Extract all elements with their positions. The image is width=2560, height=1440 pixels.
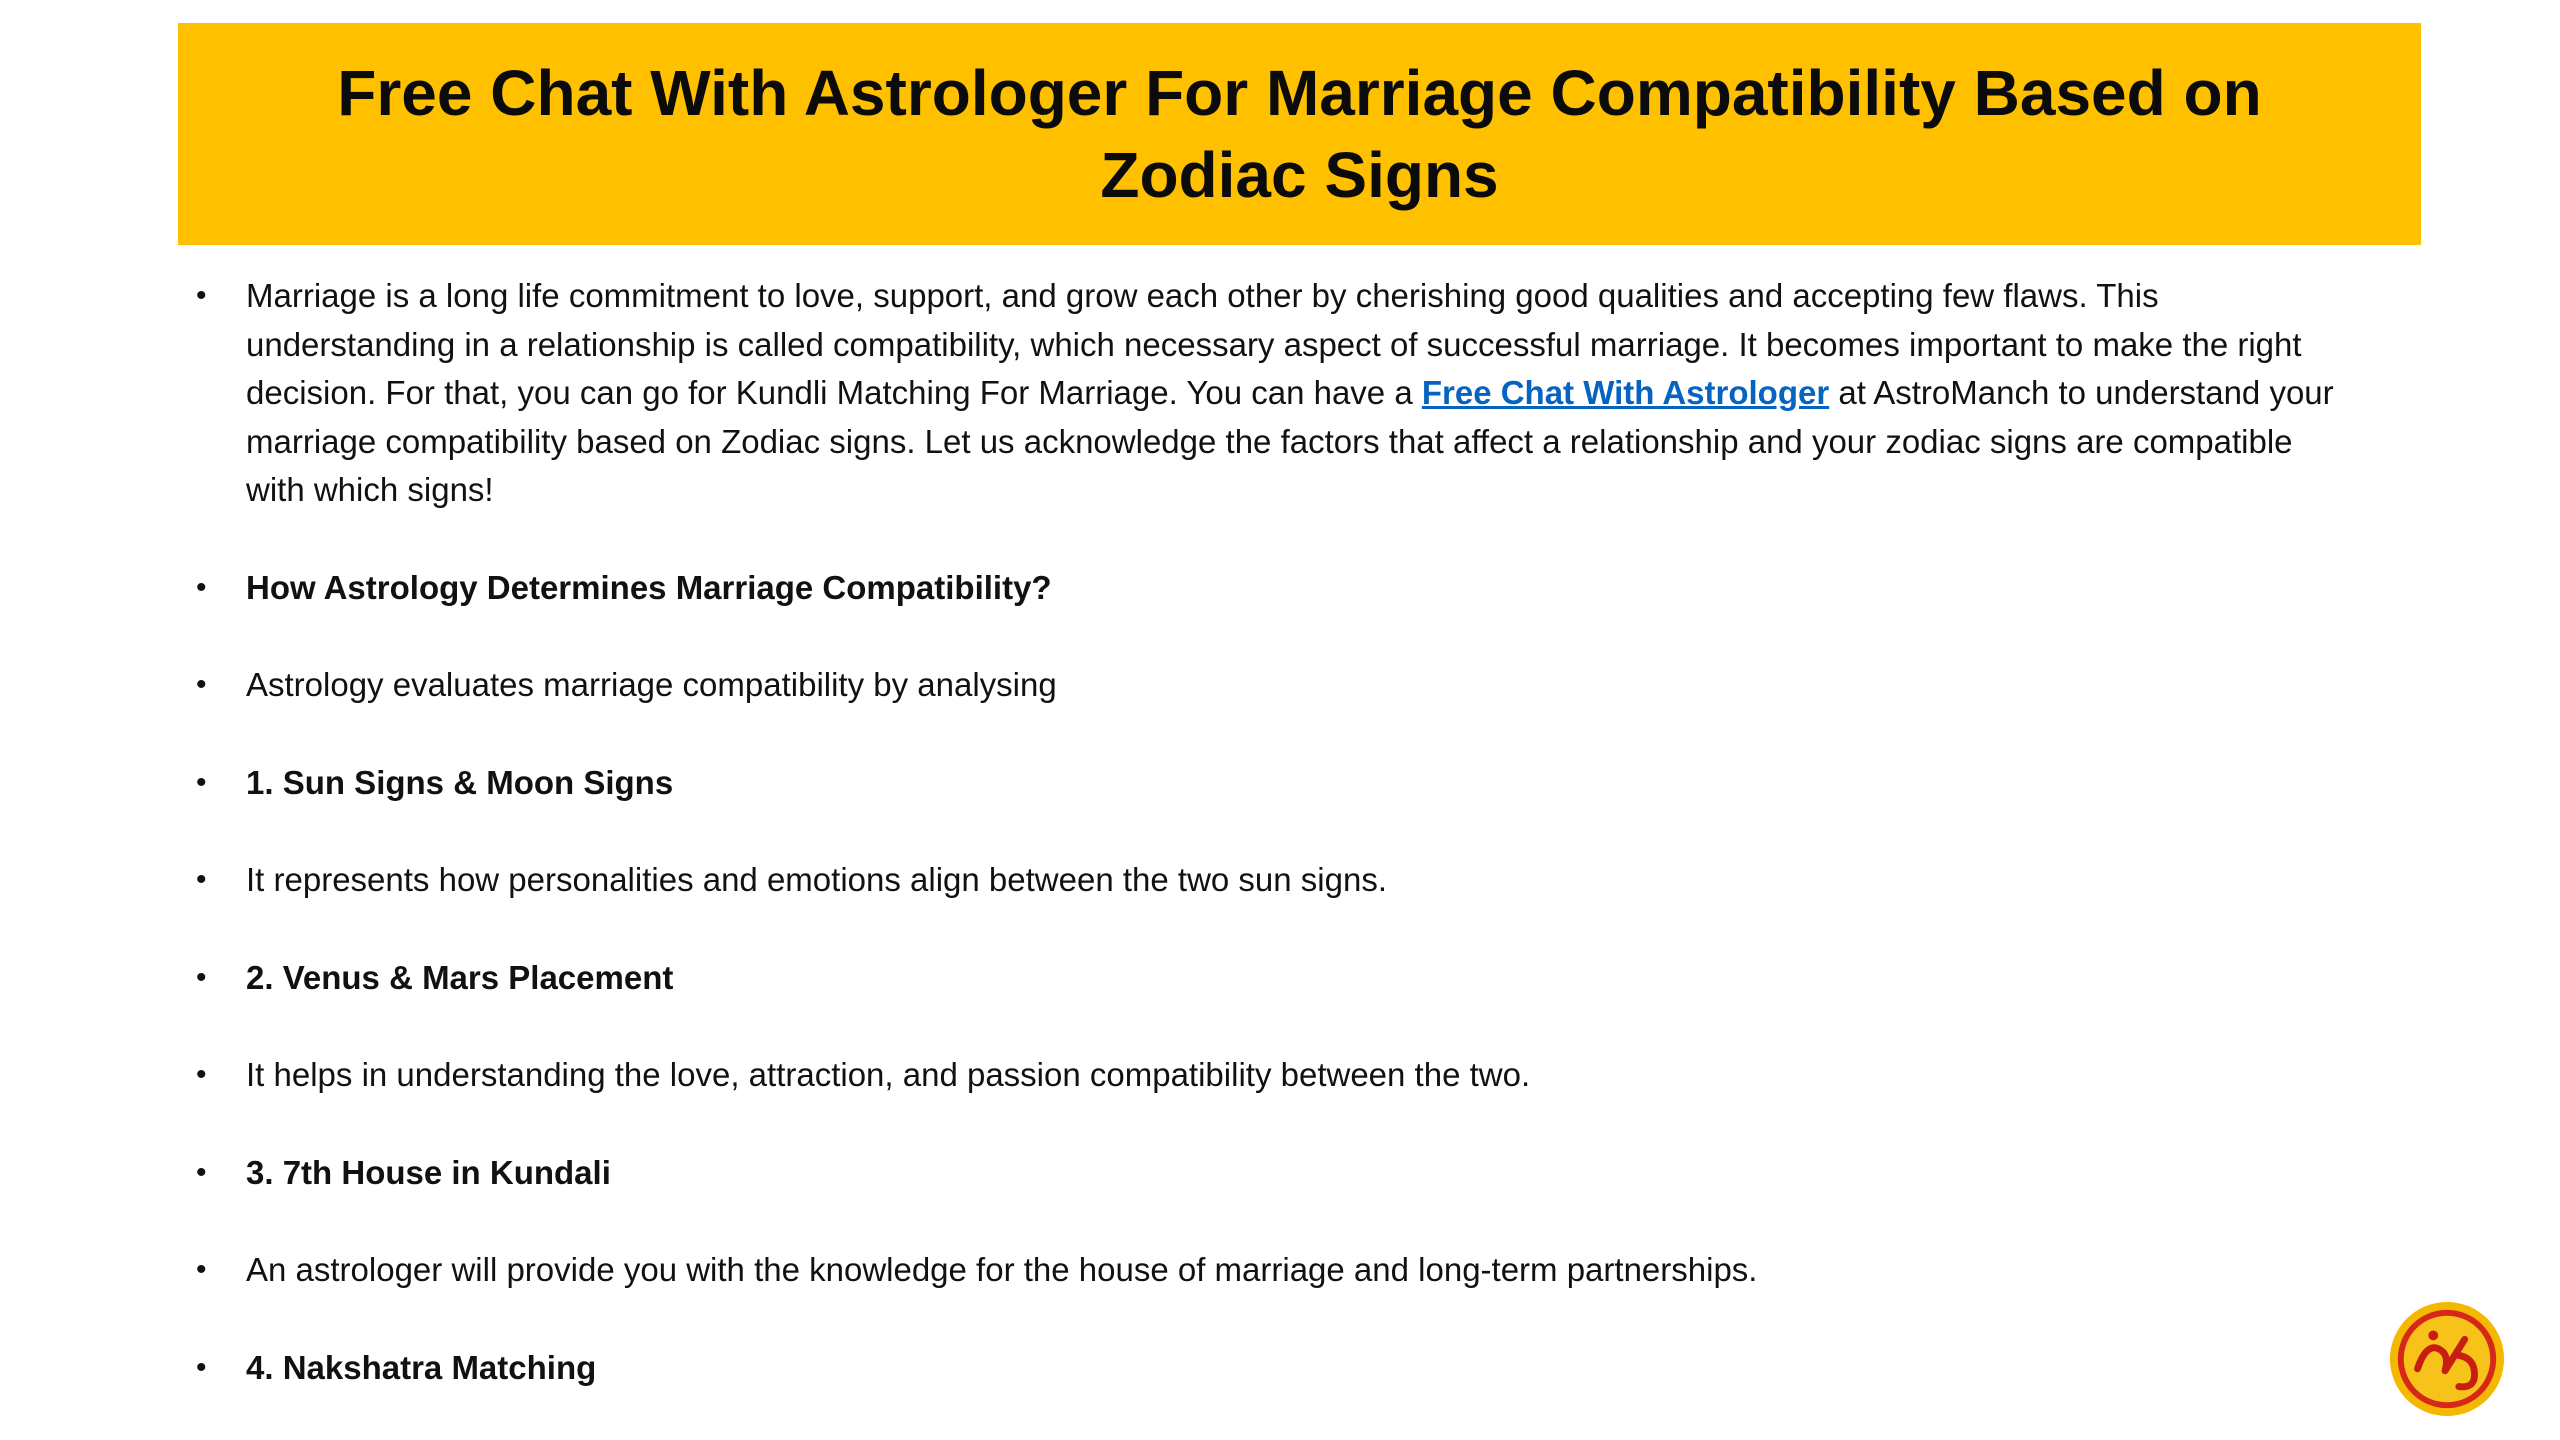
list-item bbox=[190, 759, 2350, 808]
bullet-icon: • bbox=[196, 570, 207, 604]
bullet-icon: • bbox=[196, 1350, 207, 1384]
list-item bbox=[190, 1051, 2350, 1100]
logo-dot bbox=[2428, 1330, 2438, 1340]
heading-sun-moon-signs: 1. Sun Signs & Moon Signs bbox=[246, 763, 674, 801]
bullet-icon: • bbox=[196, 1058, 207, 1091]
bullet-icon: • bbox=[196, 960, 207, 994]
bullet-icon: • bbox=[196, 668, 207, 701]
text-evaluates: Astrology evaluates marriage compatibility by analysing bbox=[246, 666, 1057, 703]
list-item bbox=[190, 564, 2350, 613]
text-venus-mars: It helps in understanding the love, attraction, and passion compatibility between the two. bbox=[246, 1056, 1531, 1093]
heading-nakshatra: 4. Nakshatra Matching bbox=[246, 1348, 597, 1386]
list-item bbox=[190, 954, 2350, 1003]
list-item bbox=[190, 856, 2350, 905]
bullet-list bbox=[190, 272, 2350, 1392]
text-7th-house: An astrologer will provide you with the knowledge for the house of marriage and long-term partnerships. bbox=[246, 1251, 1758, 1288]
astromanch-logo-icon bbox=[2388, 1300, 2506, 1418]
heading-7th-house: 3. 7th House in Kundali bbox=[246, 1153, 611, 1191]
title-banner bbox=[178, 23, 2421, 245]
bullet-icon: • bbox=[196, 863, 207, 896]
list-item bbox=[190, 1246, 2350, 1295]
bullet-icon: • bbox=[196, 279, 207, 312]
text-sun-signs: It represents how personalities and emotions align between the two sun signs. bbox=[246, 861, 1387, 898]
free-chat-link[interactable]: Free Chat With Astrologer bbox=[1421, 374, 1830, 411]
intro-text-start: Marriage is a long life commitment to love, support, and grow each other by cherishing good qualities and accepting few flaws. This understanding in a relationship is called compatibility, which necessary aspect of successful marriage. It becomes important to make the right decision. For that, you can go for Kundli Matching For Marriage. You can have a bbox=[246, 277, 2302, 411]
bullet-icon: • bbox=[196, 765, 207, 799]
list-item bbox=[190, 1344, 2350, 1393]
list-item bbox=[190, 661, 2350, 710]
page-title: Free Chat With Astrologer For Marriage Compatibility Based on Zodiac Signs bbox=[337, 57, 2262, 211]
bullet-icon: • bbox=[196, 1155, 207, 1189]
content-area bbox=[190, 272, 2350, 1440]
heading-venus-mars: 2. Venus & Mars Placement bbox=[246, 958, 674, 996]
list-item bbox=[190, 1149, 2350, 1198]
list-item-intro bbox=[190, 272, 2350, 515]
bullet-icon: • bbox=[196, 1253, 207, 1286]
intro-text-end: at AstroManch to understand your marriage compatibility based on Zodiac signs. Let us acknowledge the factors that affect a relationship and your zodiac signs are compatible with which signs! bbox=[246, 374, 2334, 508]
heading-how-astrology: How Astrology Determines Marriage Compatibility? bbox=[246, 568, 1052, 606]
